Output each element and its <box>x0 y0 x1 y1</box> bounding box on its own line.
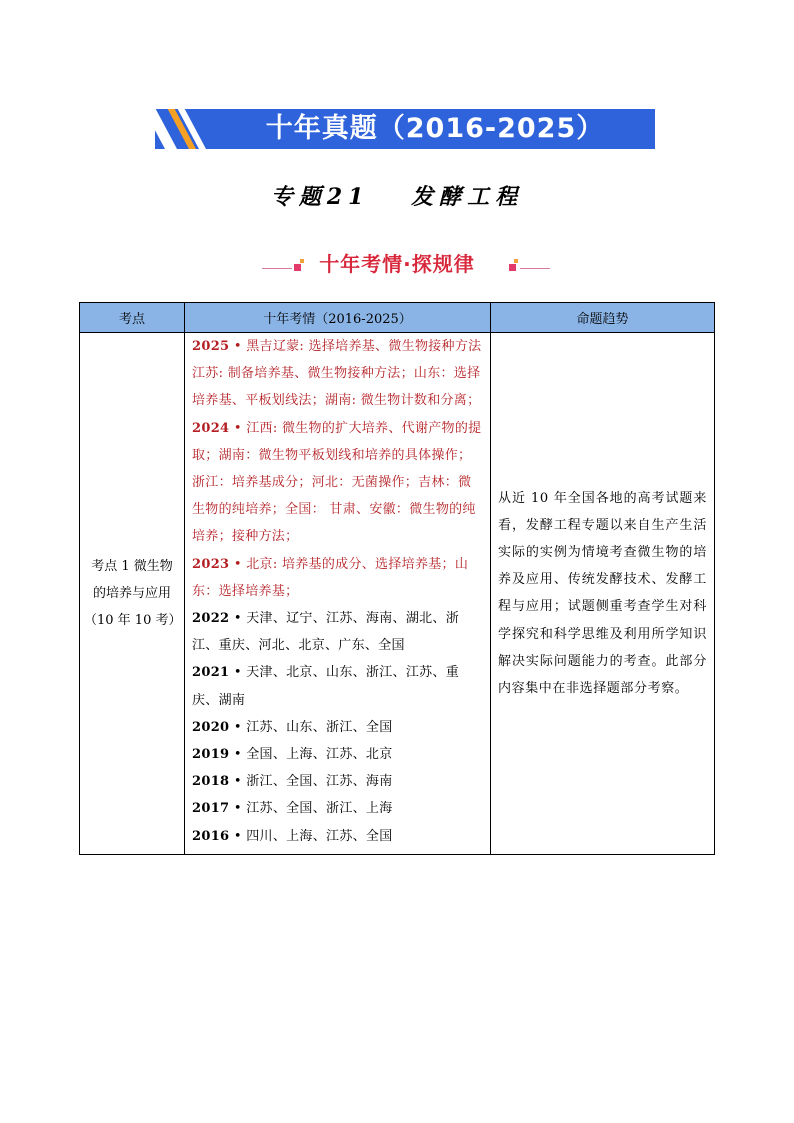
year-separator: • <box>233 747 242 763</box>
decor-line <box>262 268 292 269</box>
decor-square-small <box>514 259 518 263</box>
year-separator: • <box>233 774 242 790</box>
year-label: 2019 <box>192 747 230 763</box>
year-entry <box>192 795 484 822</box>
header-years: 十年考情（2016-2025） <box>185 303 491 333</box>
year-label: 2025 <box>192 339 230 354</box>
title-banner <box>155 109 655 149</box>
year-entry <box>192 551 484 605</box>
year-label: 2017 <box>192 801 230 817</box>
section-heading <box>0 250 794 280</box>
year-text: 北京: 培养基的成分、选择培养基；山东：选择培养基； <box>192 556 469 599</box>
year-text: 四川、上海、江苏、全国 <box>246 828 393 844</box>
topic-line: 考点 1 微生物 <box>91 558 173 574</box>
header-trend: 命题趋势 <box>491 303 715 333</box>
decor-line <box>520 268 550 269</box>
year-separator: • <box>233 339 242 354</box>
year-separator: • <box>233 420 242 436</box>
year-entry <box>192 605 484 659</box>
year-text: 江苏、山东、浙江、全国 <box>246 719 393 735</box>
year-label: 2023 <box>192 556 230 572</box>
year-separator: • <box>233 719 242 735</box>
header-topic: 考点 <box>80 303 185 333</box>
topic-line: （10 年 10 考） <box>84 612 182 628</box>
year-text: 天津、北京、山东、浙江、江苏、重庆、湖南 <box>192 665 460 708</box>
year-text: 天津、辽宁、江苏、海南、湖北、浙江、重庆、河北、北京、广东、全国 <box>192 611 460 654</box>
year-entry <box>192 741 484 768</box>
year-entry <box>192 768 484 795</box>
decor-square-small <box>300 259 304 263</box>
year-text: 黑吉辽蒙: 选择培养基、微生物接种方法江苏: 制备培养基、微生物接种方法；山东：选择培养基、平板划线法；湖南: 微生物计数和分离； <box>192 339 482 409</box>
year-separator: • <box>233 801 242 817</box>
year-separator: • <box>233 828 242 844</box>
year-separator: • <box>233 611 242 627</box>
year-label: 2021 <box>192 665 230 681</box>
year-entry <box>192 333 484 415</box>
topic-line: 的培养与应用 <box>92 585 171 601</box>
year-label: 2024 <box>192 420 230 436</box>
year-text: 江苏、全国、浙江、上海 <box>246 801 393 817</box>
trend-cell: 从近 10 年全国各地的高考试题来看，发酵工程专题以来自生产生活实际的实例为情境考查微生物的培养及应用、传统发酵技术、发酵工程与应用；试题侧重考查学生对科学探究和科学思维及利用所学知识解决实际问题能力的考查。此部分内容集中在非选择题部分考察。 <box>491 333 715 855</box>
exam-analysis-table <box>79 302 715 855</box>
year-label: 2022 <box>192 611 230 627</box>
year-entry <box>192 415 484 551</box>
year-label: 2020 <box>192 719 230 735</box>
decor-square <box>294 264 301 271</box>
year-entry <box>192 714 484 741</box>
year-entry <box>192 823 484 850</box>
decor-square <box>509 264 516 271</box>
subject-title: 专题21 发酵工程 <box>270 184 524 210</box>
year-separator: • <box>233 556 242 572</box>
topic-cell <box>80 333 185 855</box>
table-row <box>80 333 715 855</box>
table-header-row <box>80 303 715 333</box>
year-label: 2018 <box>192 774 230 790</box>
year-text: 浙江、全国、江苏、海南 <box>246 774 393 790</box>
year-label: 2016 <box>192 828 230 844</box>
years-cell <box>185 333 491 855</box>
year-separator: • <box>233 665 242 681</box>
year-entry <box>192 659 484 713</box>
banner-title: 十年真题（2016-2025） <box>265 113 605 144</box>
year-text: 江西: 微生物的扩大培养、代谢产物的提取；湖南：微生物平板划线和培养的具体操作；浙江：培养基成分；河北：无菌操作；吉林：微生物的纯培养；全国： 甘肃、安徽：微生物的纯培养；接种方法； <box>192 420 482 545</box>
section-title: 十年考情·探规律 <box>319 252 475 276</box>
year-text: 全国、上海、江苏、北京 <box>246 747 393 763</box>
